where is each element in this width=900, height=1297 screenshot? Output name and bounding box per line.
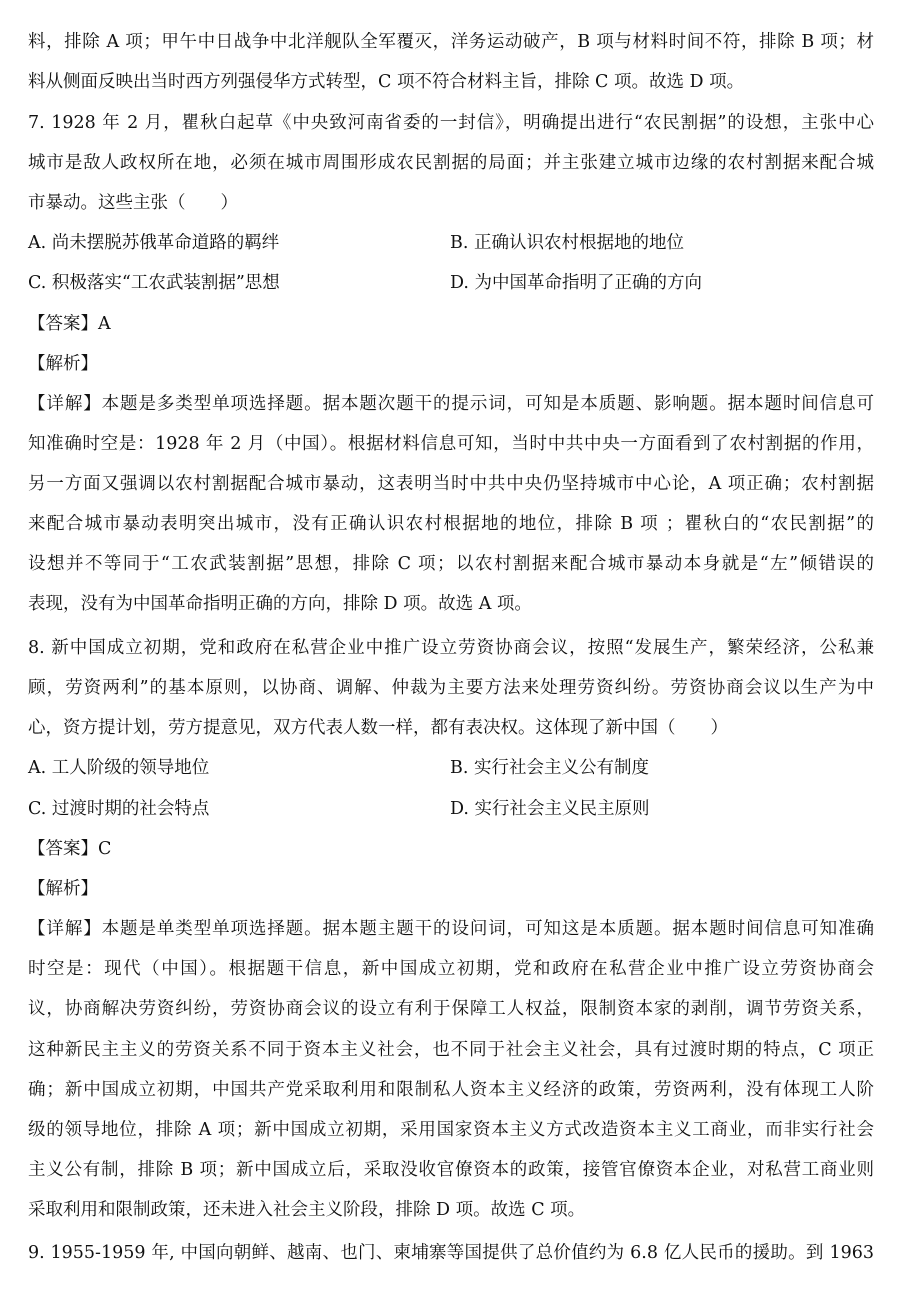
- question-8-stem-line: 8. 新中国成立初期，党和政府在私营企业中推广设立劳资协商会议，按照“发展生产，繁荣经济，公私兼: [28, 638, 874, 658]
- question-7-option-c: C. 积极落实“工农武装割据”思想: [28, 273, 280, 293]
- question-7-option-b: B. 正确认识农村根据地的地位: [450, 233, 684, 253]
- question-7-answer: 【答案】A: [28, 314, 111, 334]
- question-8-detail-line: 级的领导地位，排除 A 项；新中国成立初期，采用国家资本主义方式改造资本主义工商业，而非实行社会: [28, 1120, 874, 1140]
- question-7-option-d: D. 为中国革命指明了正确的方向: [450, 273, 703, 293]
- previous-analysis-line: 料从侧面反映出当时西方列强侵华方式转型，C 项不符合材料主旨，排除 C 项。故选 D 项。: [28, 72, 745, 92]
- question-7-detail-line: 表现，没有为中国革命指明正确的方向，排除 D 项。故选 A 项。: [28, 594, 532, 614]
- question-7-stem-line: 7. 1928 年 2 月，瞿秋白起草《中央致河南省委的一封信》，明确提出进行“农民割据”的设想，主张中心: [28, 113, 874, 133]
- question-7-detail-line: 知准确时空是：1928 年 2 月（中国）。根据材料信息可知，当时中共中央一方面看到了农村割据的作用，: [28, 434, 874, 454]
- question-8-stem-line: 心，资方提计划，劳方提意见，双方代表人数一样，都有表决权。这体现了新中国（ ）: [28, 718, 728, 738]
- question-8-answer: 【答案】C: [28, 839, 112, 859]
- question-8-detail-line: 确；新中国成立初期，中国共产党采取利用和限制私人资本主义经济的政策，劳资两利，没有体现工人阶: [28, 1080, 874, 1100]
- question-8-option-b: B. 实行社会主义公有制度: [450, 758, 649, 778]
- question-8-analysis-label: 【解析】: [28, 879, 98, 899]
- question-7-stem-line: 城市是敌人政权所在地，必须在城市周围形成农民割据的局面；并主张建立城市边缘的农村割据来配合城: [28, 153, 874, 173]
- question-8-option-d: D. 实行社会主义民主原则: [450, 799, 650, 819]
- question-8-stem-line: 顾，劳资两利”的基本原则，以协商、调解、仲裁为主要方法来处理劳资纠纷。劳资协商会议以生产为中: [28, 678, 874, 698]
- question-8-option-a: A. 工人阶级的领导地位: [28, 758, 210, 778]
- question-8-detail-line: 这种新民主主义的劳资关系不同于资本主义社会，也不同于社会主义社会，具有过渡时期的特点，C 项正: [28, 1040, 874, 1060]
- question-7-analysis-label: 【解析】: [28, 354, 98, 374]
- question-8-detail-line: 时空是：现代（中国）。根据题干信息，新中国成立初期，党和政府在私营企业中推广设立劳资协商会: [28, 959, 874, 979]
- question-7-detail-line: 另一方面又强调以农村割据配合城市暴动，这表明当时中共中央仍坚持城市中心论，A 项正确；农村割据: [28, 474, 874, 494]
- question-8-detail-line: 【详解】本题是单类型单项选择题。据本题主题干的设问词，可知这是本质题。据本题时间信息可知准确: [28, 919, 874, 939]
- question-7-detail-line: 【详解】本题是多类型单项选择题。据本题次题干的提示词，可知是本质题、影响题。据本题时间信息可: [28, 394, 874, 414]
- question-7-stem-line: 市暴动。这些主张（ ）: [28, 193, 238, 213]
- question-8-option-c: C. 过渡时期的社会特点: [28, 799, 210, 819]
- question-8-detail-line: 议，协商解决劳资纠纷，劳资协商会议的设立有利于保障工人权益，限制资本家的剥削，调节劳资关系，: [28, 999, 874, 1019]
- question-7-option-a: A. 尚未摆脱苏俄革命道路的羁绊: [28, 233, 280, 253]
- question-8-detail-line: 采取利用和限制政策，还未进入社会主义阶段，排除 D 项。故选 C 项。: [28, 1200, 586, 1220]
- previous-analysis-line: 料，排除 A 项；甲午中日战争中北洋舰队全军覆灭，洋务运动破产，B 项与材料时间不符，排除 B 项；材: [28, 32, 874, 52]
- question-7-detail-line: 设想并不等同于“工农武装割据”思想，排除 C 项；以农村割据来配合城市暴动本身就是“左”倾错误的: [28, 554, 874, 574]
- question-9-stem-line: 9. 1955-1959 年, 中国向朝鲜、越南、也门、柬埔寨等国提供了总价值约为 6.8 亿人民币的援助。到 1963: [28, 1243, 874, 1263]
- question-7-detail-line: 来配合城市暴动表明突出城市，没有正确认识农村根据地的地位，排除 B 项 ；瞿秋白的“农民割据”的: [28, 514, 874, 534]
- question-8-detail-line: 主义公有制，排除 B 项；新中国成立后，采取没收官僚资本的政策，接管官僚资本企业，对私营工商业则: [28, 1160, 874, 1180]
